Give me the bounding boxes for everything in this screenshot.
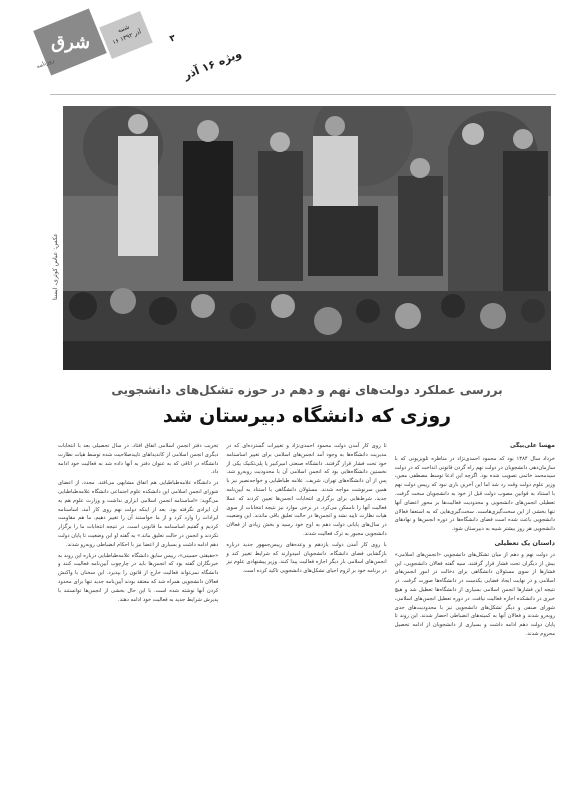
- paragraph: در دانشگاه علامه‌طباطبایی هم اتفاق مشابهی می‌افتد. مجدد، از اعضای شورای انجمن اسلامی این دانشکده علوم اجتماعی دانشگاه علامه‌طباطبایی می‌گوید: «اساسنامه انجمن اسلامی ابزاری نداشت و وزارت علوم هم به آن ایرادی نگرفته بود. بعد از اینکه دولت نهم روی کار آمد، اساسنامه ایرادات را وارد کرد و از ما خواستند آن را تغییر دهیم. ما هم مقاومت کردیم و گفتیم اساسنامه ما قانونی است. در نتیجه انتخابات ما را برگزار نکردند و انجمن در حالت تعلیق ماند.» به گفته او این وضعیت تا پایان دولت دهم ادامه داشت و بسیاری از اعضا نیز با احکام انضباطی روبه‌رو شدند.: [58, 480, 219, 548]
- logo-text: شرق: [50, 31, 90, 53]
- article-column-3: [58, 442, 218, 778]
- section-heading: داستان یک تعطیلی: [494, 538, 555, 547]
- paragraph: «حقیقتی حسینی»، رییس سابق دانشگاه علامه‌طباطبایی درباره این روند به خبرنگاران گفته بود که انجمن‌ها باید در چارچوب آیین‌نامه فعالیت کنند و دانشگاه نمی‌تواند فعالیت خارج از قانون را بپذیرد. این سخنان با واکنش فعالان دانشجویی همراه شد که معتقد بودند آیین‌نامه جدید تنها برای محدود کردن آنها نوشته شده است. با این حال بخشی از انجمن‌ها توانستند با پذیرش شرایط جدید به فعالیت خود ادامه دهند.: [58, 552, 219, 603]
- logo-subtitle: روزنامه: [35, 56, 56, 71]
- header-divider: [50, 94, 556, 95]
- date-badge: [99, 11, 153, 59]
- article-column-1: [395, 442, 555, 778]
- photo-caption: عکس: عباس کوثری، ایسنا: [52, 233, 59, 300]
- article-subheadline: بررسی عملکرد دولت‌های نهم و دهم در حوزه تشکل‌های دانشجویی: [111, 383, 503, 397]
- date-full: ۱۶ آذر ۱۳۹۲: [111, 28, 143, 47]
- crowd-photo-illustration: [63, 106, 551, 370]
- page-number: ۳: [168, 33, 178, 45]
- article-photo: [63, 106, 551, 370]
- paragraph: خرداد سال ۱۳۸۴ بود که محمود احمدی‌نژاد در مناظره تلویزیونی که با سازمان‌دهی دانشجویان در دولت نهم راه گردن قانونی انداخت که در دولت سیدمحمد خاتمی تصویب شده بود. اگرچه این ادعا توسط مصطفی معین، وزیر علوم دولت وقت رد شد اما این آخرین باری نبود که رییس دولت نهم با استناد به قوانین مصوب دولت قبل از خود به دانشجویان سخت گرفت. تعطیلی انجمن‌های دانشجویی و محدودیت فعالیت‌ها بر محور اعضای آنها تنها بخشی از این سخت‌گیری‌هاست. سخت‌گیری‌هایی که به استعفا فعالان دانشجویی باعث شده است فضای دانشگاه‌ها در دوره انجمن‌ها و نهادهای دانشجویی هر روز بیشتر شبیه به دبیرستان شود.: [394, 455, 555, 533]
- author-byline: مهسا علی‌بیگی: [509, 442, 555, 449]
- paragraph: با روی کار آمدن دولت یازدهم و وعده‌های رییس‌جمهور جدید درباره بازگشایی فضای دانشگاه، دانشجویان امیدوارند که شرایط تغییر کند و انجمن‌های اسلامی بار دیگر اجازه فعالیت پیدا کنند. وزیر پیشنهادی علوم نیز در برنامه خود بر لزوم احیای تشکل‌های دانشجویی تاکید کرده است.: [226, 541, 387, 575]
- date-day: شنبه: [116, 23, 131, 35]
- special-issue-label: ویژه ۱۶ آذر: [181, 47, 244, 82]
- paragraph: تا روی کار آمدن دولت محمود احمدی‌نژاد و تغییرات گسترده‌ای که در مدیریت دانشگاه‌ها به وجود آمد انجمن‌های اسلامی برای تغییر اساسنامه خود تحت فشار قرار گرفتند. دانشگاه صنعتی امیرکبیر یا پلی‌تکنیک یکی از نخستین دانشگاه‌هایی بود که انجمن اسلامی آن با محدودیت روبه‌رو شد. پس از آن دانشگاه‌های تهران، شریف، علامه طباطبایی و خواجه‌نصیر نیز با همین سرنوشت مواجه شدند. مسئولان دانشگاهی با استناد به آیین‌نامه جدید، شرط‌هایی برای برگزاری انتخابات انجمن‌ها تعیین کردند که عملا فعالیت آنها را ناممکن می‌کرد. در برخی موارد نیز نتیجه انتخابات از سوی هیات نظارت تایید نشد و انجمن‌ها در حالت تعلیق باقی ماندند. این وضعیت در سال‌های پایانی دولت دهم به اوج خود رسید و بخش زیادی از فعالان دانشجویی مجبور به ترک فعالیت شدند.: [226, 443, 387, 537]
- paragraph: در دولت نهم و دهم از میان تشکل‌های دانشجویی «انجمن‌های اسلامی» بیش از دیگران تحت فشار قرار گرفتند. سیه گفته فعالان دانشجویی، این فشارها از سوی مسئولان دانشگاهی برای دخالت در امور انجمن‌های اسلامی و در نهایت ایجاد فضایی یکدست در دانشگاه‌ها صورت گرفت. در نتیجه این فشارها انجمن اسلامی بسیاری از دانشگاه‌ها تعطیل شد و هیچ خبری در دانشکده اجازه فعالیت نیافت. در دوره تعطیل انجمن‌های اسلامی، شورای صنفی و دیگر تشکل‌های دانشجویی نیز با محدودیت‌های جدی روبه‌رو شدند و فعالان آنها به کمیته‌های انضباطی احضار شدند. این روند تا پایان دولت دهم ادامه داشت و بسیاری از دانشجویان از ادامه تحصیل محروم شدند.: [394, 551, 555, 637]
- article-column-2: [226, 442, 386, 778]
- article-body: [58, 442, 555, 778]
- paragraph: تخریب دفتر انجمن اسلامی اتفاق افتاد. در سال تحصیلی بعد با انتخابات دیگری انجمن اسلامی از کاندیداهای تاییدصلاحیت شده توسط هیات نظارت دانشگاه در اتاقی که به عنوان دفتر به آنها داده شد به فعالیت خود ادامه داد.: [58, 443, 219, 476]
- article-headline: روزی که دانشگاه دبیرستان شد: [162, 405, 452, 427]
